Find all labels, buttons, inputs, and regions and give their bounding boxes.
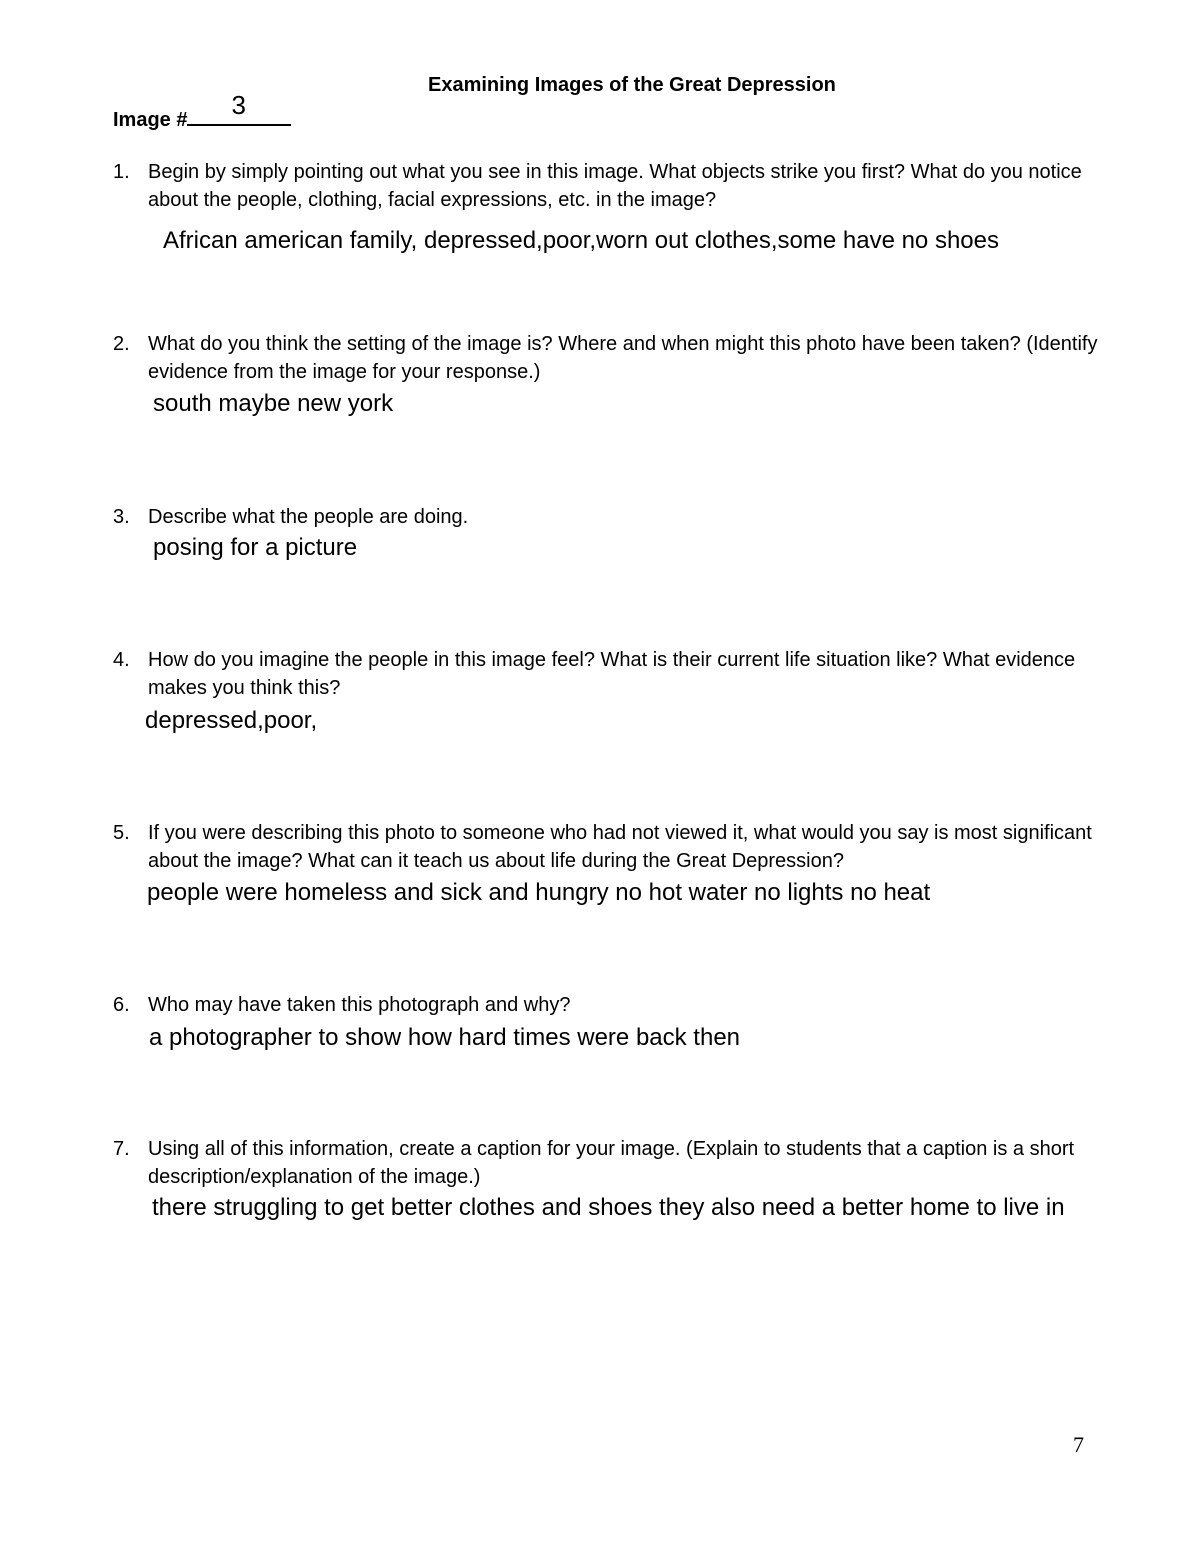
- image-number-field[interactable]: [187, 90, 291, 126]
- answer-4[interactable]: depressed,poor,: [145, 707, 318, 734]
- question-text: Begin by simply pointing out what you see in this image. What objects strike you first? What do you notice about the people, clothing, facial expressions, etc. in the image?: [148, 161, 1082, 211]
- answer-2[interactable]: south maybe new york: [153, 390, 394, 417]
- question-text: What do you think the setting of the image is? Where and when might this photo have been taken? (Identify evidence from the image for your response.): [148, 333, 1098, 383]
- page-number: 7: [1073, 1432, 1084, 1457]
- question-text: Describe what the people are doing.: [148, 506, 469, 528]
- question-number: 7.: [113, 1138, 130, 1160]
- question-text: How do you imagine the people in this image feel? What is their current life situation like? What evidence makes you think this?: [148, 649, 1076, 699]
- question-text: Using all of this information, create a caption for your image. (Explain to students that a caption is a short description/explanation of the image.): [148, 1138, 1075, 1188]
- answer-6[interactable]: a photographer to show how hard times were back then: [149, 1024, 741, 1051]
- question-number: 5.: [113, 822, 130, 844]
- question-number: 4.: [113, 649, 130, 671]
- question-number: 3.: [113, 506, 130, 528]
- image-number-value: 3: [231, 90, 246, 120]
- question-number: 1.: [113, 161, 130, 183]
- answer-5[interactable]: people were homeless and sick and hungry no hot water no lights no heat: [147, 879, 931, 906]
- answer-3[interactable]: posing for a picture: [153, 534, 358, 561]
- question-text: If you were describing this photo to someone who had not viewed it, what would you say is most significant about the image? What can it teach us about life during the Great Depression?: [148, 822, 1092, 872]
- question-text: Who may have taken this photograph and why?: [148, 994, 571, 1016]
- answer-7[interactable]: there struggling to get better clothes and shoes they also need a better home to live in: [152, 1194, 1065, 1221]
- question-number: 6.: [113, 994, 130, 1016]
- question-number: 2.: [113, 333, 130, 355]
- document-title: Examining Images of the Great Depression: [428, 74, 836, 96]
- answer-1[interactable]: African american family, depressed,poor,worn out clothes,some have no shoes: [163, 227, 999, 254]
- image-label: Image #: [113, 109, 188, 131]
- image-number-line: [113, 90, 291, 132]
